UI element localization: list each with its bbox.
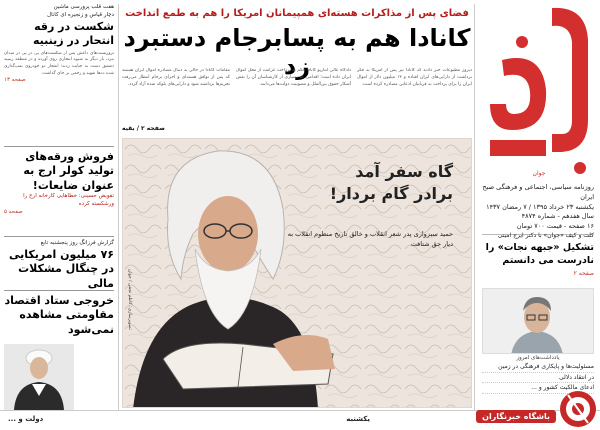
left-story-3-kicker: گزارش فرزانگ روز پنجشنبه تابع xyxy=(40,240,114,246)
issue-line: سال هفدهم - شماره ۴۸۷۴ xyxy=(521,212,594,221)
issue-info xyxy=(482,183,594,237)
left-story-2-page[interactable]: صفحه ۵ xyxy=(4,208,23,215)
left-story-2-kicker: تفویض حسینی: خطاهایی کارخانه ارج را ورشکسته کرده xyxy=(23,192,114,207)
left-column xyxy=(0,0,116,430)
person-illustration xyxy=(482,289,593,354)
left-story-4[interactable] xyxy=(4,294,114,337)
watermark-text: باشگاه خبرنگاران xyxy=(476,410,556,423)
feature-subtitle: حمید سبزواری پدر شعر انقلاب و خالق تاریخ منظوم انقلاب به دیار حق شتافت xyxy=(287,230,453,249)
divider xyxy=(4,290,114,291)
column-rule xyxy=(118,4,119,424)
article-column-2: دادگاه عالی انتاریو کانادا حکم به پرداخت غرامت از محل اموال ایران داده است؛ اقدامی که بسیاری از کارشناسان آن را نقض آشکار حقوق بین‌الملل و مصونیت دولت‌ها می‌دانند. xyxy=(236,68,351,87)
feature-credit: تصویرسازی: کاظم نجفی / جوان xyxy=(127,269,132,330)
left-story-1-headline[interactable]: شکست در رقه انتحار در زینبیه xyxy=(32,19,114,48)
feature-title[interactable]: گاه سفر آمد برادر گام بردار! xyxy=(329,162,453,203)
javan-logo[interactable] xyxy=(482,0,596,178)
left-story-1-kicker: هفت قلب پرورسی ماشین xyxy=(53,4,114,10)
feature-illustration[interactable] xyxy=(122,138,472,408)
divider xyxy=(4,146,114,147)
bottom-text: یکشنبه xyxy=(346,415,370,423)
watermark xyxy=(468,383,598,429)
main-headline[interactable]: کانادا هم به پسابرجام دستبرد زد xyxy=(123,24,471,80)
logo-text: جوان xyxy=(532,170,546,177)
list-item[interactable]: مسئولیت‌ها و پایکاری فرهنگی در زمین xyxy=(482,362,594,373)
left-story-1-kicker-2: دچار قیاس و زنجیره ای کانال xyxy=(47,11,114,18)
continue-link[interactable]: صفحه ۲ / بقیه xyxy=(122,125,165,132)
left-story-2-headline[interactable]: فروش ورقه‌های تولید کولر ارج به عنوان ضایعات! xyxy=(23,150,114,192)
bottom-text: دولت و ... xyxy=(8,415,44,423)
side-story-kicker: کلت و کیف «جوان» با دکتر ایرج امینی xyxy=(497,232,594,239)
list-item[interactable]: ادعای مالکیت کشور و ... xyxy=(482,383,594,394)
column-rule xyxy=(474,4,475,424)
photo-caption: یادداشت‌های امروز xyxy=(516,355,560,361)
issue-line: روزنامه سیاسی، اجتماعی و فرهنگی صبح ایران xyxy=(482,183,594,201)
side-story-page[interactable]: صفحه ۲ xyxy=(573,270,594,278)
left-story-1-body: تروریست‌های داعش پس از شکست‌های پی در پی در میدان نبرد، بار دیگر به شیوه انتحاری روی آورده و در منطقه زینبیه دمشق دست به جنایت زدند؛ انفجار دو خودروی بمب‌گذاری شده ده‌ها شهید و زخمی بر جای گذاشت. xyxy=(4,50,114,76)
article-column-3: دیروز مطبوعات خبر دادند که کانادا نیز پس از امریکا به فکر برداشت از دارایی‌های ایران افتاده و ۱۳ میلیون دلار از اموال ایران را برای پرداخت به قربانیان ادعایی مصادره کرده است. xyxy=(357,68,472,87)
issue-line: یکشنبه ۲۳ خرداد ۱۳۹۵ / ۷ رمضان ۱۴۳۷ xyxy=(486,202,594,211)
issue-line: ۱۶ صفحه - قیمت ۷۰۰ تومان xyxy=(516,222,594,230)
masthead xyxy=(478,0,600,430)
side-story-headline[interactable]: تشکیل «جبهه نجات» را نادرست می دانستم xyxy=(485,242,594,267)
left-story-3-headline[interactable]: ۷۶ میلیون امریکایی در چنگال مشکلات مالی xyxy=(8,247,114,290)
cleric-photo xyxy=(4,344,74,410)
left-story-3[interactable] xyxy=(4,240,114,291)
left-story-1-page[interactable]: صفحه ۱۳ xyxy=(4,77,26,84)
left-story-1[interactable] xyxy=(4,4,114,83)
divider xyxy=(4,236,114,237)
side-story[interactable] xyxy=(482,232,594,277)
list-item[interactable]: در انتقاد دلالی xyxy=(482,373,594,384)
left-story-4-headline[interactable]: خروجی ستاد اقتصاد مقاومتی مشاهده نمی‌شود xyxy=(4,294,114,336)
interview-photo xyxy=(482,288,594,354)
supertitle: فضای پس از مذاکرات هسته‌ای همپیمانان امریکا را هم به طمع انداخت xyxy=(125,8,469,19)
left-story-2[interactable] xyxy=(4,150,114,215)
person-illustration xyxy=(4,344,74,410)
article-column-1: مقامات کانادا در حالی به دنبال مصادره اموال ایران هستند که پس از توافق هسته‌ای و اجرای برجام انتظار می‌رفت تحریم‌ها برداشته شود و دارایی‌های بلوکه شده آزاد گردد. xyxy=(122,68,230,87)
